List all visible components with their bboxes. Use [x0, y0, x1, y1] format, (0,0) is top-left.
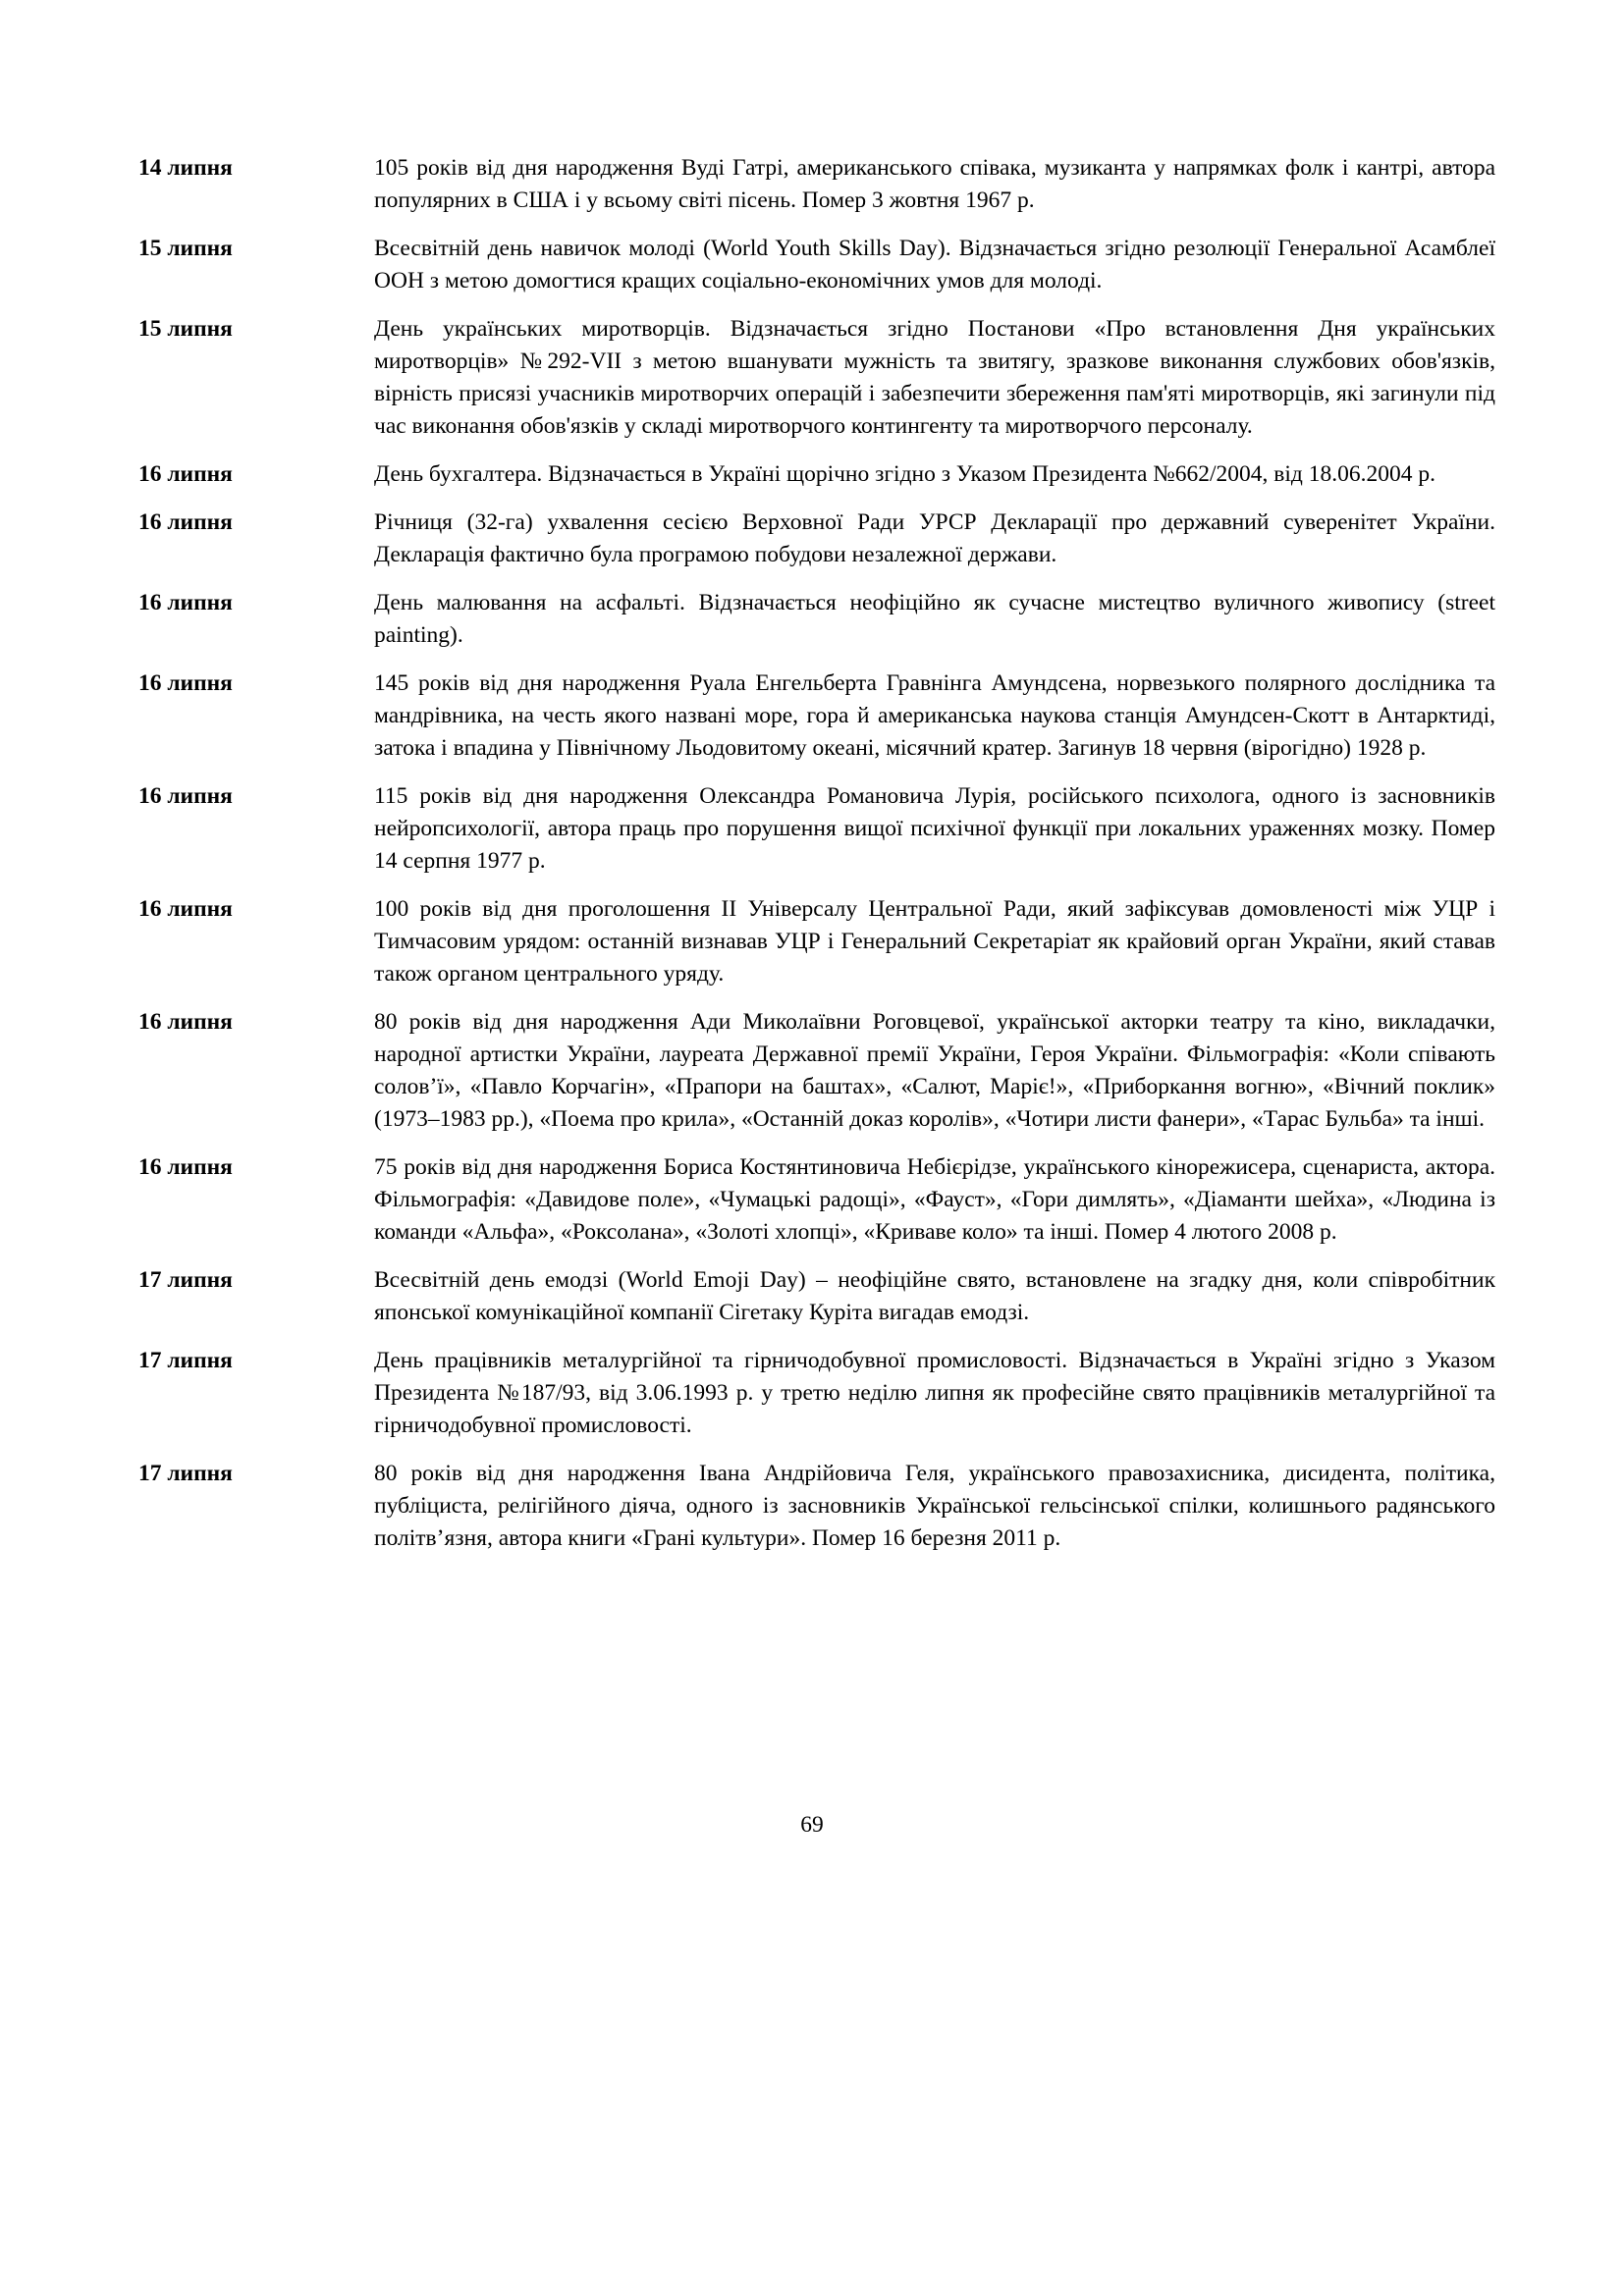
calendar-entry — [138, 893, 1495, 990]
entry-date: 16 липня — [138, 590, 233, 615]
entry-date: 16 липня — [138, 670, 233, 696]
entry-date: 16 липня — [138, 783, 233, 809]
entry-date: 16 липня — [138, 509, 233, 535]
entry-description: 80 років від дня народження Івана Андрійовича Геля, українського правозахисника, дисидента, політика, публіциста, релігійного діяча, одного із засновників Української гельсінської спілки, колишнього радянського політв’язня, автора книги «Грані культури». Помер 16 березня 2011 р. — [374, 1461, 1495, 1551]
page-number: 69 — [800, 1812, 824, 1838]
calendar-entry — [138, 1151, 1495, 1249]
entry-description: День працівників металургійної та гірничодобувної промисловості. Відзначається в Україні згідно з Указом Президента №187/93, від 3.06.1993 р. у третю неділю липня як професійне свято працівників металургійної та гірничодобувної промисловості. — [374, 1348, 1495, 1438]
entry-description: Всесвітній день емодзі (World Emoji Day) – неофіційне свято, встановлене на згадку дня, коли співробітник японської комунікаційної компанії Сігетаку Куріта вигадав емодзі. — [374, 1267, 1495, 1325]
entry-date: 15 липня — [138, 316, 233, 342]
calendar-entry — [138, 152, 1495, 217]
calendar-entry — [138, 780, 1495, 878]
entry-description: 145 років від дня народження Руала Енгельберта Гравнінга Амундсена, норвезького полярного дослідника та мандрівника, на честь якого названі море, гора й американська наукова станція Амундсен-Скотт в Антарктиді, затока і впадина у Північному Льодовитому океані, місячний кратер. Загинув 18 червня (вірогідно) 1928 р. — [374, 670, 1495, 761]
entry-description: 80 років від дня народження Ади Миколаївни Роговцевої, української акторки театру та кіно, викладачки, народної артистки України, лауреата Державної премії України, Героя України. Фільмографія: «Коли співають солов’ї», «Павло Корчагін», «Прапори на баштах», «Салют, Маріє!», «Приборкання вогню», «Вічний поклик» (1973–1983 рр.), «Поема про крила», «Останній доказ королів», «Чотири листи фанери», «Тарас Бульба» та інші. — [374, 1009, 1495, 1132]
entry-description: Всесвітній день навичок молоді (World Youth Skills Day). Відзначається згідно резолюції Генеральної Асамблеї ООН з метою домогтися кращих соціально-економічних умов для молоді. — [374, 236, 1495, 294]
entry-date: 16 липня — [138, 461, 233, 487]
calendar-entry — [138, 233, 1495, 297]
calendar-entry — [138, 458, 1495, 491]
entry-date: 17 липня — [138, 1461, 233, 1486]
entry-date: 15 липня — [138, 236, 233, 261]
entry-description: 75 років від дня народження Бориса Костянтиновича Небієрідзе, українського кінорежисера, сценариста, актора. Фільмографія: «Давидове поле», «Чумацькі радощі», «Фауст», «Гори димлять», «Діаманти шейха», «Людина із команди «Альфа», «Роксолана», «Золоті хлопці», «Криваве коло» та інші. Помер 4 лютого 2008 р. — [374, 1154, 1495, 1245]
entry-description: 100 років від дня проголошення II Універсалу Центральної Ради, який зафіксував домовленості між УЦР і Тимчасовим урядом: останній визнавав УЦР і Генеральний Секретаріат як крайовий орган України, який ставав також органом центрального уряду. — [374, 896, 1495, 987]
calendar-entry — [138, 1264, 1495, 1329]
calendar-entry — [138, 1345, 1495, 1442]
entry-date: 17 липня — [138, 1348, 233, 1373]
calendar-entries — [138, 152, 1495, 1571]
entry-description: Річниця (32-га) ухвалення сесією Верховної Ради УРСР Декларації про державний суверенітет України. Декларація фактично була програмою побудови незалежної держави. — [374, 509, 1495, 567]
entry-description: День українських миротворців. Відзначається згідно Постанови «Про встановлення Дня українських миротворців» №292-VII з метою вшанувати мужність та звитягу, зразкове виконання службових обов'язків, вірність присязі учасників миротворчих операцій і забезпечити збереження пам'яті миротворців, які загинули під час виконання обов'язків у складі миротворчого контингенту та миротворчого персоналу. — [374, 316, 1495, 439]
entry-description: 105 років від дня народження Вуді Гатрі, американського співака, музиканта у напрямках фолк і кантрі, автора популярних в США і у всьому світі пісень. Помер 3 жовтня 1967 р. — [374, 155, 1495, 213]
calendar-entry — [138, 667, 1495, 765]
calendar-entry — [138, 1458, 1495, 1555]
calendar-entry — [138, 1006, 1495, 1136]
entry-date: 14 липня — [138, 155, 233, 181]
entry-description: День бухгалтера. Відзначається в Україні щорічно згідно з Указом Президента №662/2004, від 18.06.2004 р. — [374, 461, 1435, 487]
entry-description: 115 років від дня народження Олександра Романовича Лурія, російського психолога, одного із засновників нейропсихології, автора праць про порушення вищої психічної функції при локальних ураженнях мозку. Помер 14 серпня 1977 р. — [374, 783, 1495, 874]
calendar-entry — [138, 587, 1495, 652]
calendar-entry — [138, 507, 1495, 571]
entry-date: 17 липня — [138, 1267, 233, 1293]
entry-description: День малювання на асфальті. Відзначається неофіційно як сучасне мистецтво вуличного живопису (street painting). — [374, 590, 1495, 648]
entry-date: 16 липня — [138, 1154, 233, 1180]
calendar-entry — [138, 313, 1495, 443]
entry-date: 16 липня — [138, 1009, 233, 1035]
entry-date: 16 липня — [138, 896, 233, 922]
